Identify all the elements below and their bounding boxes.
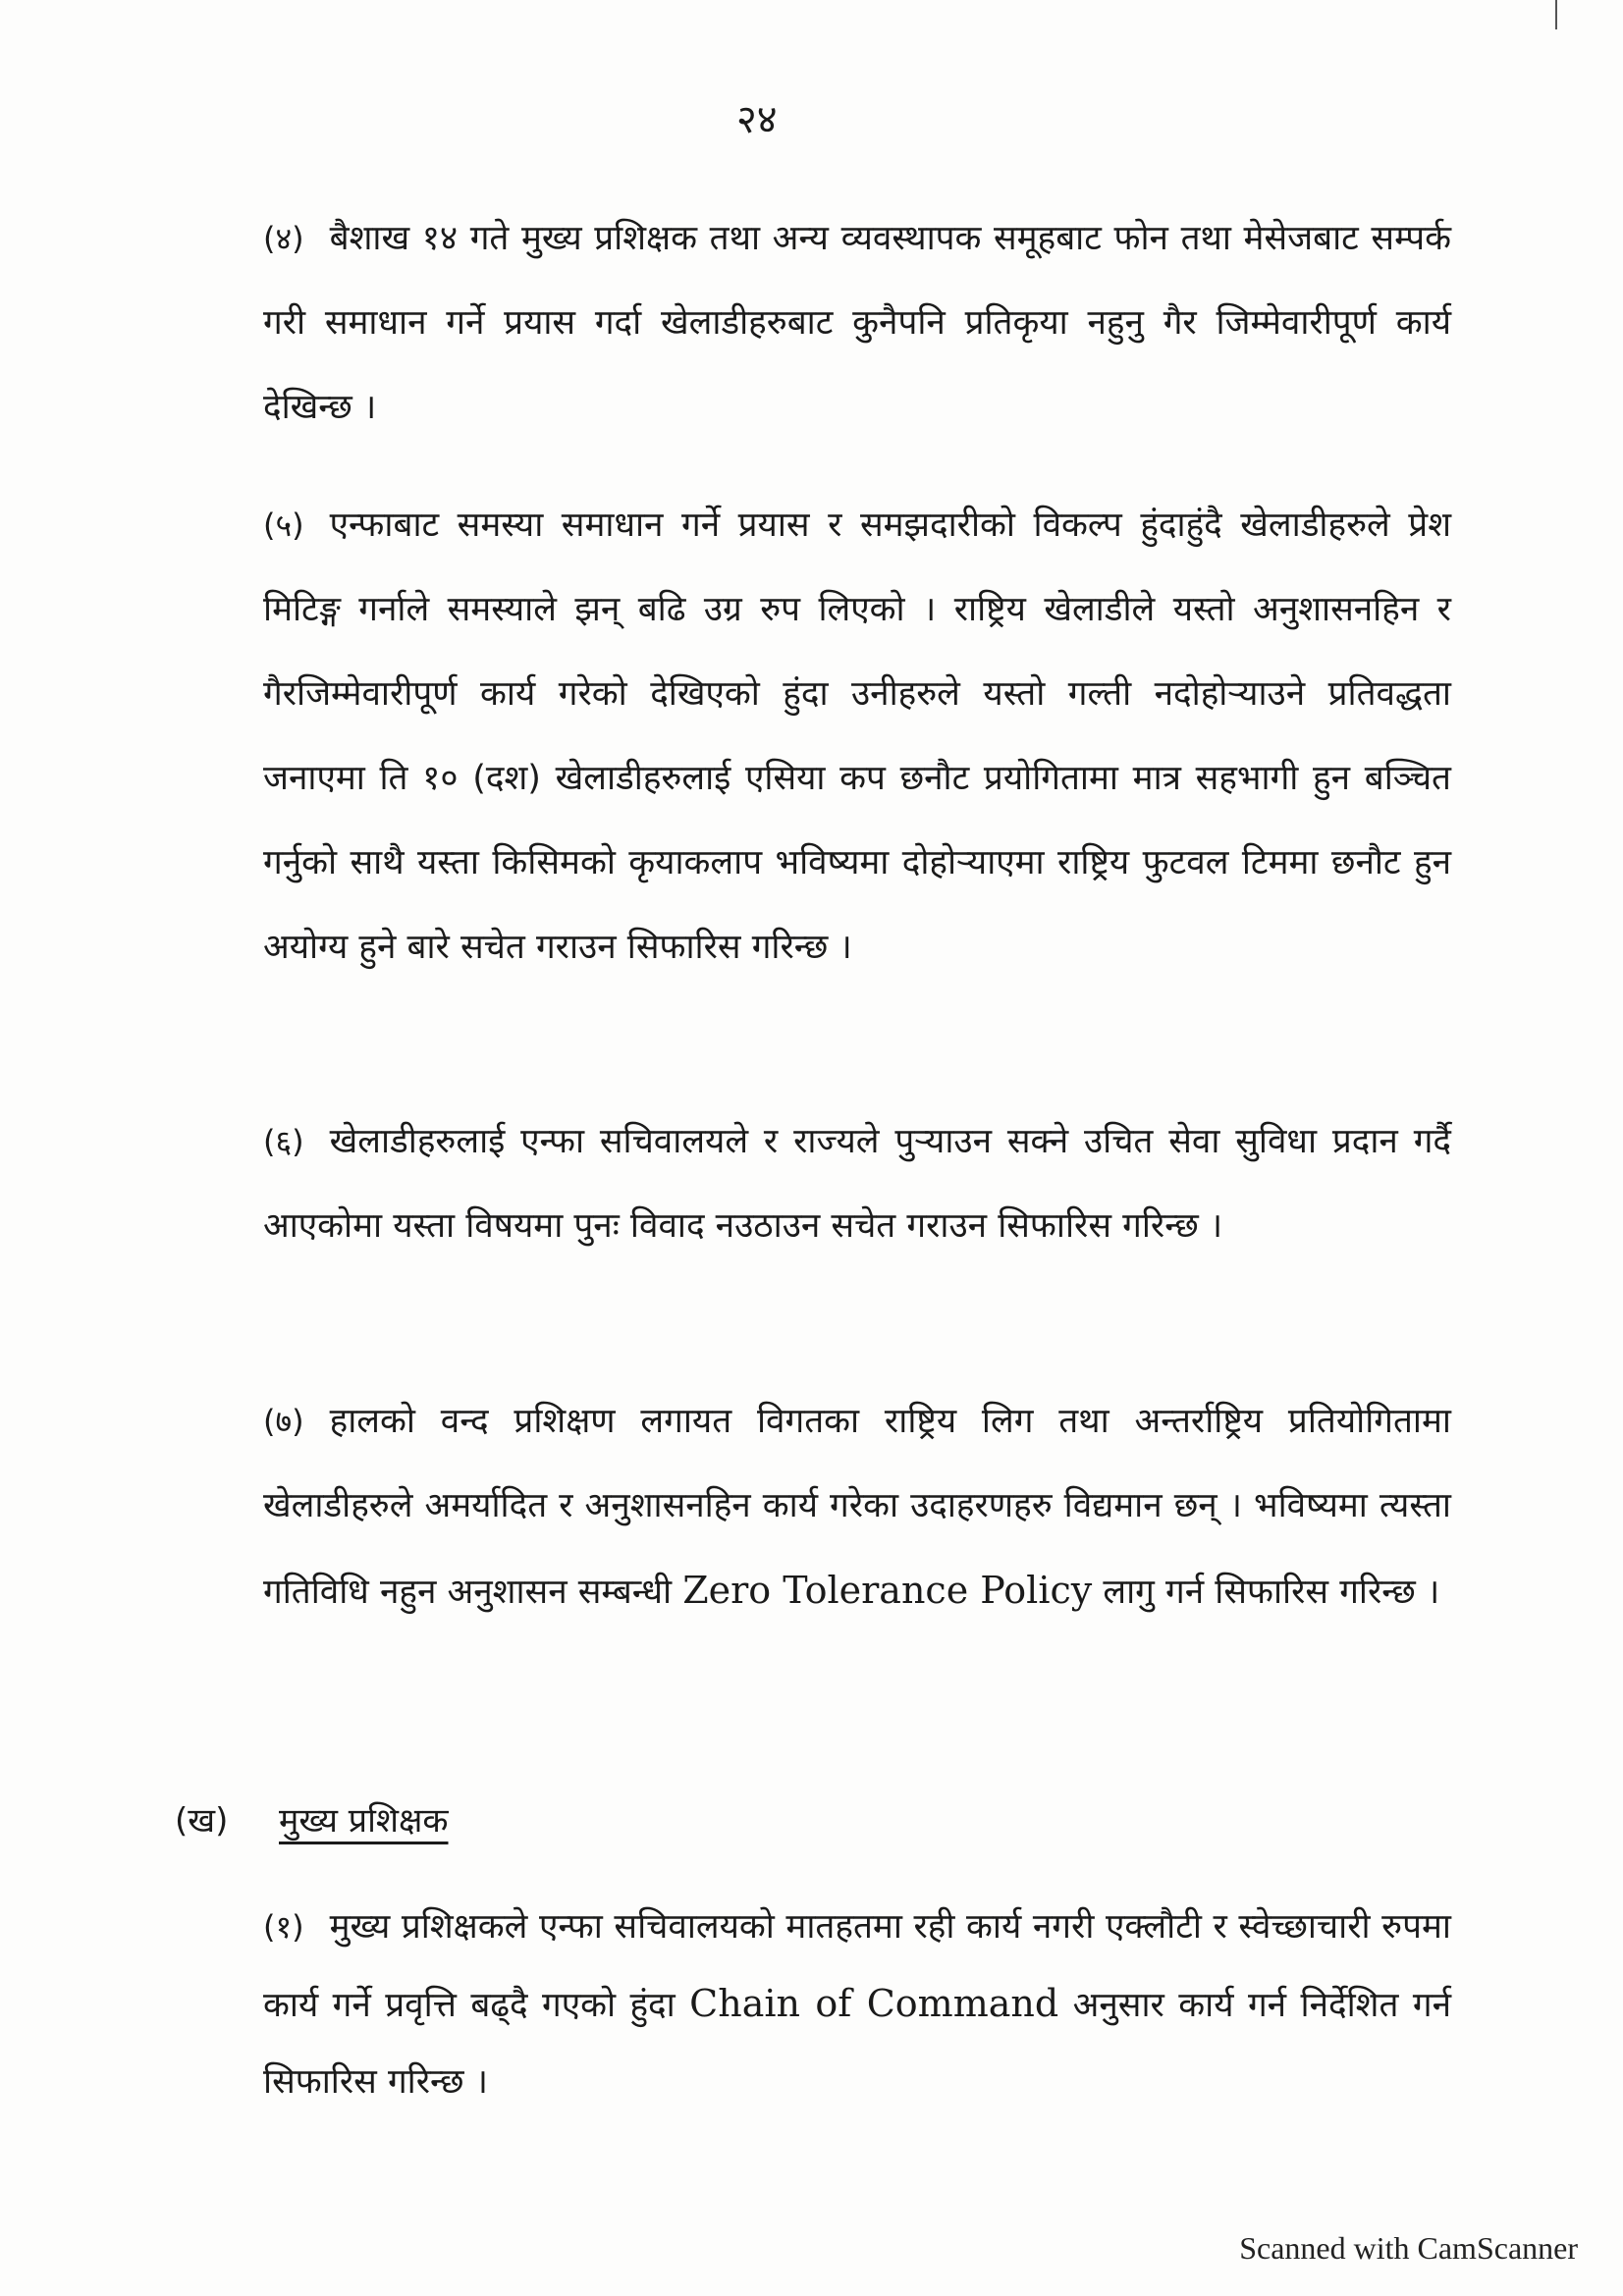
paragraph-number: (६) bbox=[263, 1123, 304, 1160]
paragraph-4 bbox=[263, 196, 1451, 450]
paragraph-number: (५) bbox=[263, 507, 304, 544]
paragraph-7 bbox=[263, 1379, 1451, 1634]
paragraph-5 bbox=[263, 483, 1451, 989]
paragraph-number: (७) bbox=[263, 1403, 304, 1440]
paragraph-number: (१) bbox=[263, 1908, 304, 1946]
section-paragraph-1 bbox=[263, 1889, 1451, 2120]
paragraph-number: (४) bbox=[263, 220, 304, 257]
paragraph-text: अनुसार कार्य गर्न निर्देशित गर्न सिफारिस गरिन्छ । bbox=[263, 1986, 1451, 2102]
page-number: २४ bbox=[736, 97, 778, 142]
chain-of-command-term: Chain of Command bbox=[689, 1982, 1059, 2025]
policy-name: Zero Tolerance Policy bbox=[682, 1569, 1093, 1612]
paragraph-text: मुख्य प्रशिक्षकले एन्फा सचिवालयको मातहतमा रही कार्य नगरी एक्लौटी र स्वेच्छाचारी रुपमा कार्य गर्ने प्रवृत्ति बढ्दै गएको हुंदा bbox=[263, 1907, 1451, 2025]
paragraph-text: बैशाख १४ गते मुख्य प्रशिक्षक तथा अन्य व्यवस्थापक समूहबाट फोन तथा मेसेजबाट सम्पर्क गरी समाधान गर्ने प्रयास गर्दा खेलाडीहरुबाट कुनैपनि प्रतिकृया नहुनु गैर जिम्मेवारीपूर्ण कार्य देखिन्छ । bbox=[263, 219, 1451, 427]
paragraph-text: एन्फाबाट समस्या समाधान गर्ने प्रयास र समझदारीको विकल्प हुंदाहुंदै खेलाडीहरुले प्रेश मिटिङ्ग गर्नाले समस्याले झन् बढि उग्र रुप लिएको । राष्ट्रिय खेलाडीले यस्तो अनुशासनहिन र गैरजिम्मेवारीपूर्ण कार्य गरेको देखिएको हुंदा उनीहरुले यस्तो गल्ती नदोहोऱ्याउने प्रतिवद्धता जनाएमा ति १० (दश) खेलाडीहरुलाई एसिया कप छनौट प्रयोगितामा मात्र सहभागी हुन बञ्चित गर्नुको साथै यस्ता किसिमको कृयाकलाप भविष्यमा दोहोऱ्याएमा राष्ट्रिय फुटवल टिममा छनौट हुन अयोग्य हुने बारे सचेत गराउन सिफारिस गरिन्छ । bbox=[263, 506, 1451, 967]
paragraph-text: हालको वन्द प्रशिक्षण लगायत विगतका राष्ट्रिय लिग तथा अन्तर्राष्ट्रिय प्रतियोगितामा खेलाडीहरुले अमर्यादित र अनुशासनहिन कार्य गरेका उदाहरणहरु विद्यमान छन् । भविष्यमा त्यस्ता गतिविधि नहुन अनुशासन सम्बन्धी bbox=[263, 1402, 1451, 1612]
section-number: (ख) bbox=[175, 1801, 229, 1841]
paragraph-text: खेलाडीहरुलाई एन्फा सचिवालयले र राज्यले पुऱ्याउन सक्ने उचित सेवा सुविधा प्रदान गर्दै आएकोमा यस्ता विषयमा पुनः विवाद नउठाउन सचेत गराउन सिफारिस गरिन्छ । bbox=[263, 1122, 1451, 1246]
paragraph-text: लागु गर्न सिफारिस गरिन्छ । bbox=[1092, 1573, 1440, 1612]
paragraph-6 bbox=[263, 1099, 1451, 1268]
page-edge-mark bbox=[1555, 0, 1557, 29]
section-heading bbox=[175, 1796, 449, 1842]
scanner-watermark: Scanned with CamScanner bbox=[1239, 2230, 1578, 2266]
section-title: मुख्य प्रशिक्षक bbox=[279, 1801, 449, 1841]
